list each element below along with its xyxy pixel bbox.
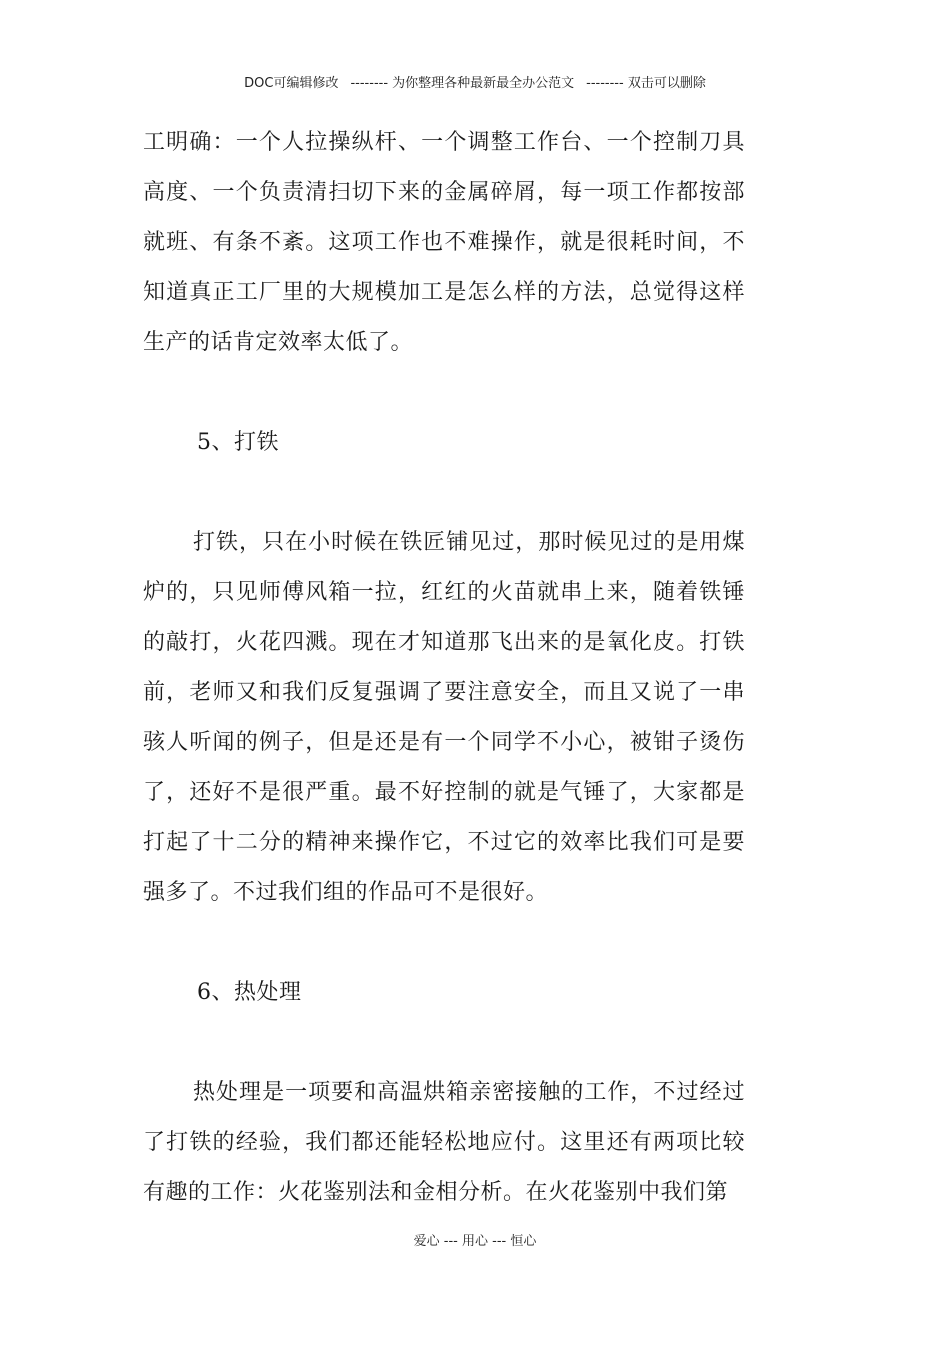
spacer (143, 918, 745, 968)
header-left: DOC可编辑修改 (244, 76, 339, 91)
header-middle: -------- 为你整理各种最新最全办公范文 (350, 76, 575, 91)
document-body (143, 118, 745, 1218)
page-footer: 爱心 --- 用心 --- 恒心 (413, 1234, 537, 1249)
spacer (143, 368, 745, 418)
page-header (0, 72, 950, 91)
header-right: -------- 双击可以删除 (586, 76, 706, 91)
spacer (143, 1018, 745, 1068)
section-heading-5: 5、打铁 (197, 430, 279, 455)
paragraph-heat-treatment: 热处理是一项要和高温烘箱亲密接触的工作，不过经过了打铁的经验，我们都还能轻松地应付。这里还有两项比较有趣的工作：火花鉴别法和金相分析。在火花鉴别中我们第 (143, 1080, 745, 1205)
paragraph-continued: 工明确：一个人拉操纵杆、一个调整工作台、一个控制刀具高度、一个负责清扫切下来的金属碎屑，每一项工作都按部就班、有条不紊。这项工作也不难操作，就是很耗时间，不知道真正工厂里的大规模加工是怎么样的方法，总觉得这样生产的话肯定效率太低了。 (143, 130, 745, 355)
section-heading-6: 6、热处理 (197, 980, 302, 1005)
paragraph-forging: 打铁，只在小时候在铁匠铺见过，那时候见过的是用煤炉的，只见师傅风箱一拉，红红的火苗就串上来，随着铁锤的敲打，火花四溅。现在才知道那飞出来的是氧化皮。打铁前，老师又和我们反复强调了要注意安全，而且又说了一串骇人听闻的例子，但是还是有一个同学不小心，被钳子烫伤了，还好不是很严重。最不好控制的就是气锤了，大家都是打起了十二分的精神来操作它，不过它的效率比我们可是要强多了。不过我们组的作品可不是很好。 (143, 530, 745, 905)
spacer (143, 468, 745, 518)
